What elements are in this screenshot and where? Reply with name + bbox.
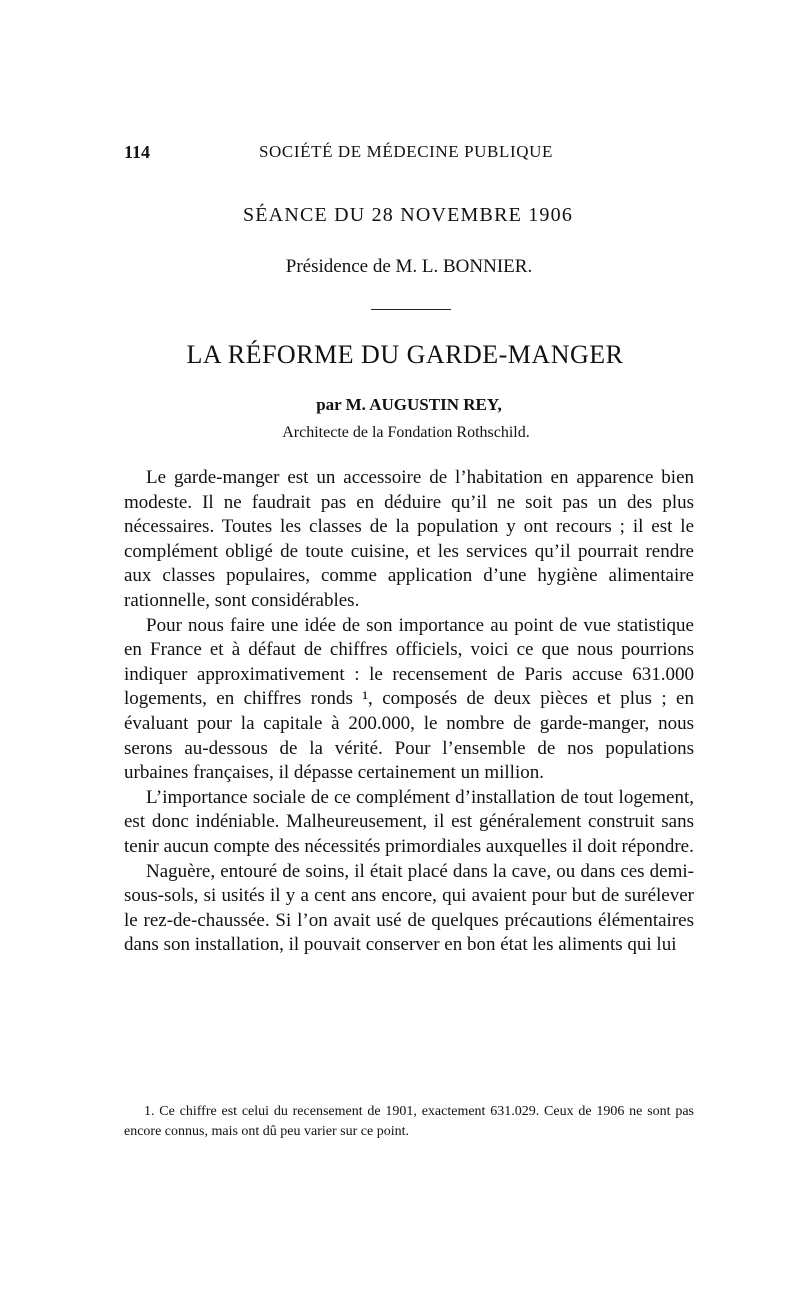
article-author: par M. AUGUSTIN REY, [316,395,502,414]
paragraph: Le garde-manger est un accessoire de l’habitation en apparence bien modeste. Il ne faudrait pas en déduire qu’il ne soit pas un des plus nécessaires. Toutes les classes de la population y ont recours ; il est le complément obligé de toute cuisine, et les services qu’il pourrait rendre aux classes populaires, comme application d’une hygiène alimentaire rationnelle, sont considérables. [124,467,694,611]
running-head [124,142,694,166]
session-heading: SÉANCE DU 28 NOVEMBRE 1906 [242,204,574,226]
article-body [124,466,694,958]
author-affiliation: Architecte de la Fondation Rothschild. [282,424,530,441]
journal-title: SOCIÉTÉ DE MÉDECINE PUBLIQUE [259,142,553,161]
presidency-line: Présidence de M. L. BONNIER. [285,256,533,277]
paragraph: Naguère, entouré de soins, il était placé dans la cave, ou dans ces demi-sous-sols, si usités il y a cent ans encore, qui avaient pour but de surélever le rez-de-chaussée. Si l’on avait usé de quelques précautions élémentaires dans son installation, il pouvait conserver en bon état les aliments qui lui [124,860,694,956]
footnote [124,1102,694,1142]
article-title: LA RÉFORME DU GARDE-MANGER [186,340,624,369]
paragraph: L’importance sociale de ce complément d’installation de tout logement, est donc indéniable. Malheureusement, il est généralement construit sans tenir aucun compte des nécessités primordiales auxquelles il doit répondre. [124,786,694,857]
footnote-text: 1. Ce chiffre est celui du recensement de 1901, exactement 631.029. Ceux de 1906 ne sont pas encore connus, mais ont dû peu varier sur ce point. [124,1104,694,1139]
separator-rule [371,309,451,310]
page-number: 114 [124,142,151,162]
paragraph: Pour nous faire une idée de son importance au point de vue statistique en France et à défaut de chiffres officiels, voici ce que nous pourrions indiquer approximativement : le recensement de Paris accuse 631.000 logements, en chiffres ronds ¹, composés de deux pièces et plus ; en évaluant pour la capitale à 200.000, le nombre de garde-manger, nous serons au-dessous de la vérité. Pour l’ensemble de nos populations urbaines françaises, il dépasse certainement un million. [124,614,694,784]
